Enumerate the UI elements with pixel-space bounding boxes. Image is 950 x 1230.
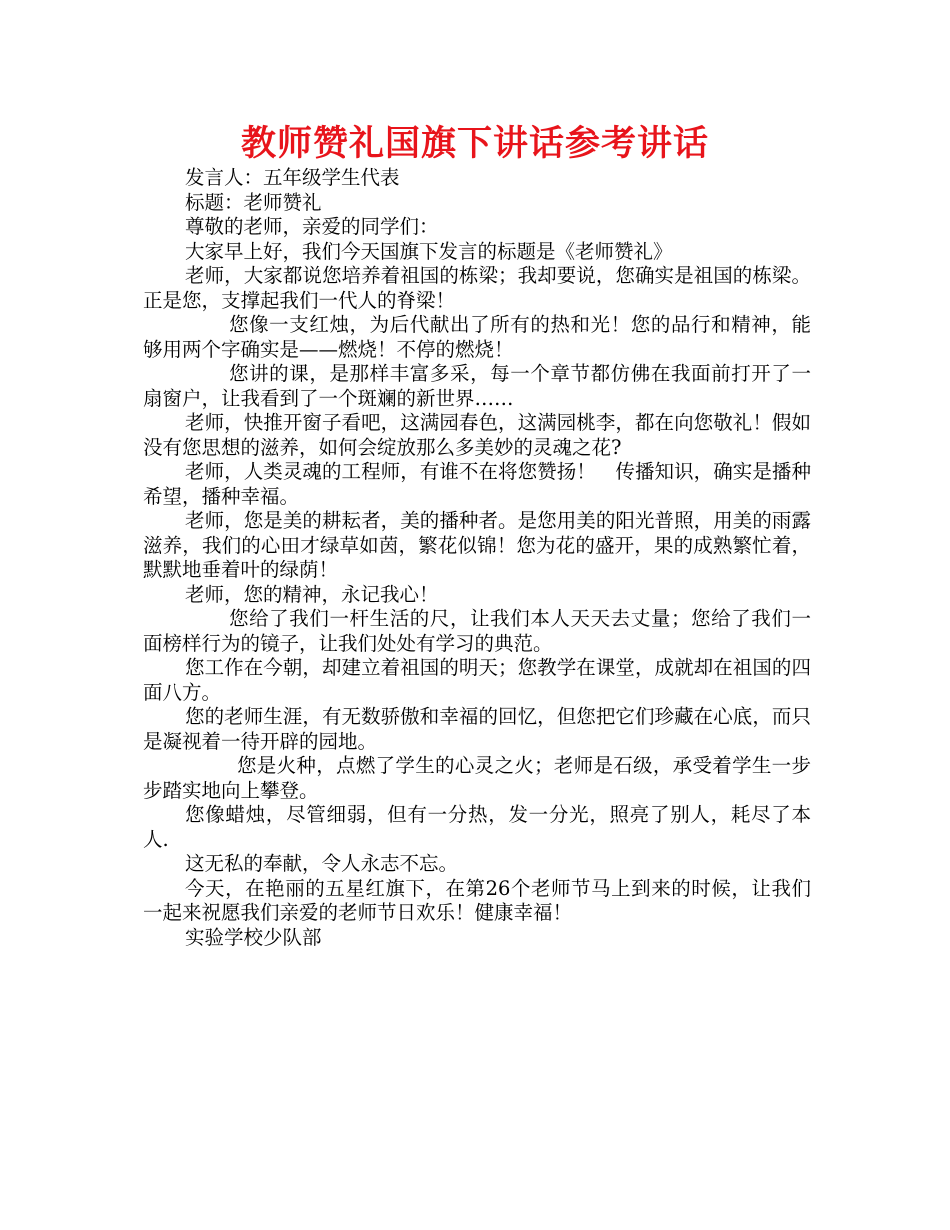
paragraph-wishes: 今天，在艳丽的五星红旗下，在第26个老师节马上到来的时候，让我们一起来祝愿我们亲爱的老师节日欢乐！健康幸福！ — [143, 876, 811, 924]
paragraph-devotion: 这无私的奉献，令人永志不忘。 — [185, 852, 459, 875]
paragraph-topic: 标题：老师赞礼 — [185, 190, 322, 214]
paragraph-candle: 您像一支红烛，为后代献出了所有的热和光！您的品行和精神，能够用两个字确实是——燃烧！不停的燃烧！ — [143, 313, 811, 361]
paragraph-cultivator: 老师，您是美的耕耘者，美的播种者。是您用美的阳光普照，用美的雨露滋养，我们的心田才绿草如茵，繁花似锦！您为花的盛开，果的成熟繁忙着，默默地垂着叶的绿荫！ — [143, 509, 811, 581]
paragraph-spirit: 老师，您的精神，永记我心！ — [185, 582, 439, 606]
paragraph-greeting: 大家早上好，我们今天国旗下发言的标题是《老师赞礼》 — [185, 239, 673, 263]
paragraph-tomorrow: 您工作在今朝，却建立着祖国的明天；您教学在课堂，成就却在祖国的四面八方。 — [143, 656, 811, 704]
paragraph-lessons: 您讲的课，是那样丰富多采，每一个章节都仿佛在我面前打开了一扇窗户，让我看到了一个斑斓的新世界…… — [143, 362, 811, 410]
paragraph-ruler: 您给了我们一杆生活的尺，让我们本人天天去丈量；您给了我们一面榜样行为的镜子，让我们处处有学习的典范。 — [143, 607, 811, 655]
paragraph-salutation: 尊敬的老师，亲爱的同学们： — [185, 215, 439, 238]
paragraph-speaker: 发言人：五年级学生代表 — [185, 166, 400, 189]
paragraph-pillar: 老师，大家都说您培养着祖国的栋梁；我却要说，您确实是祖国的栋梁。正是您，支撑起我们一代人的脊梁！ — [143, 264, 811, 312]
document-body — [143, 166, 811, 950]
paragraph-signature: 实验学校少队部 — [185, 925, 322, 949]
paragraph-window: 老师，快推开窗子看吧，这满园春色，这满园桃李，都在向您敬礼！假如没有您思想的滋养，如何会绽放那么多美妙的灵魂之花? — [143, 411, 811, 459]
document-title: 教师赞礼国旗下讲话参考讲话 — [240, 124, 709, 164]
paragraph-engineer: 老师，人类灵魂的工程师，有谁不在将您赞扬！ 传播知识，确实是播种希望，播种幸福。 — [143, 460, 811, 508]
paragraph-spark: 您是火种，点燃了学生的心灵之火；老师是石级，承受着学生一步步踏实地向上攀登。 — [143, 754, 811, 802]
paragraph-career: 您的老师生涯，有无数骄傲和幸福的回忆，但您把它们珍藏在心底，而只是凝视着一待开辟的园地。 — [143, 705, 811, 753]
paragraph-wax: 您像蜡烛，尽管细弱，但有一分热，发一分光，照亮了别人，耗尽了本人. — [143, 803, 811, 851]
